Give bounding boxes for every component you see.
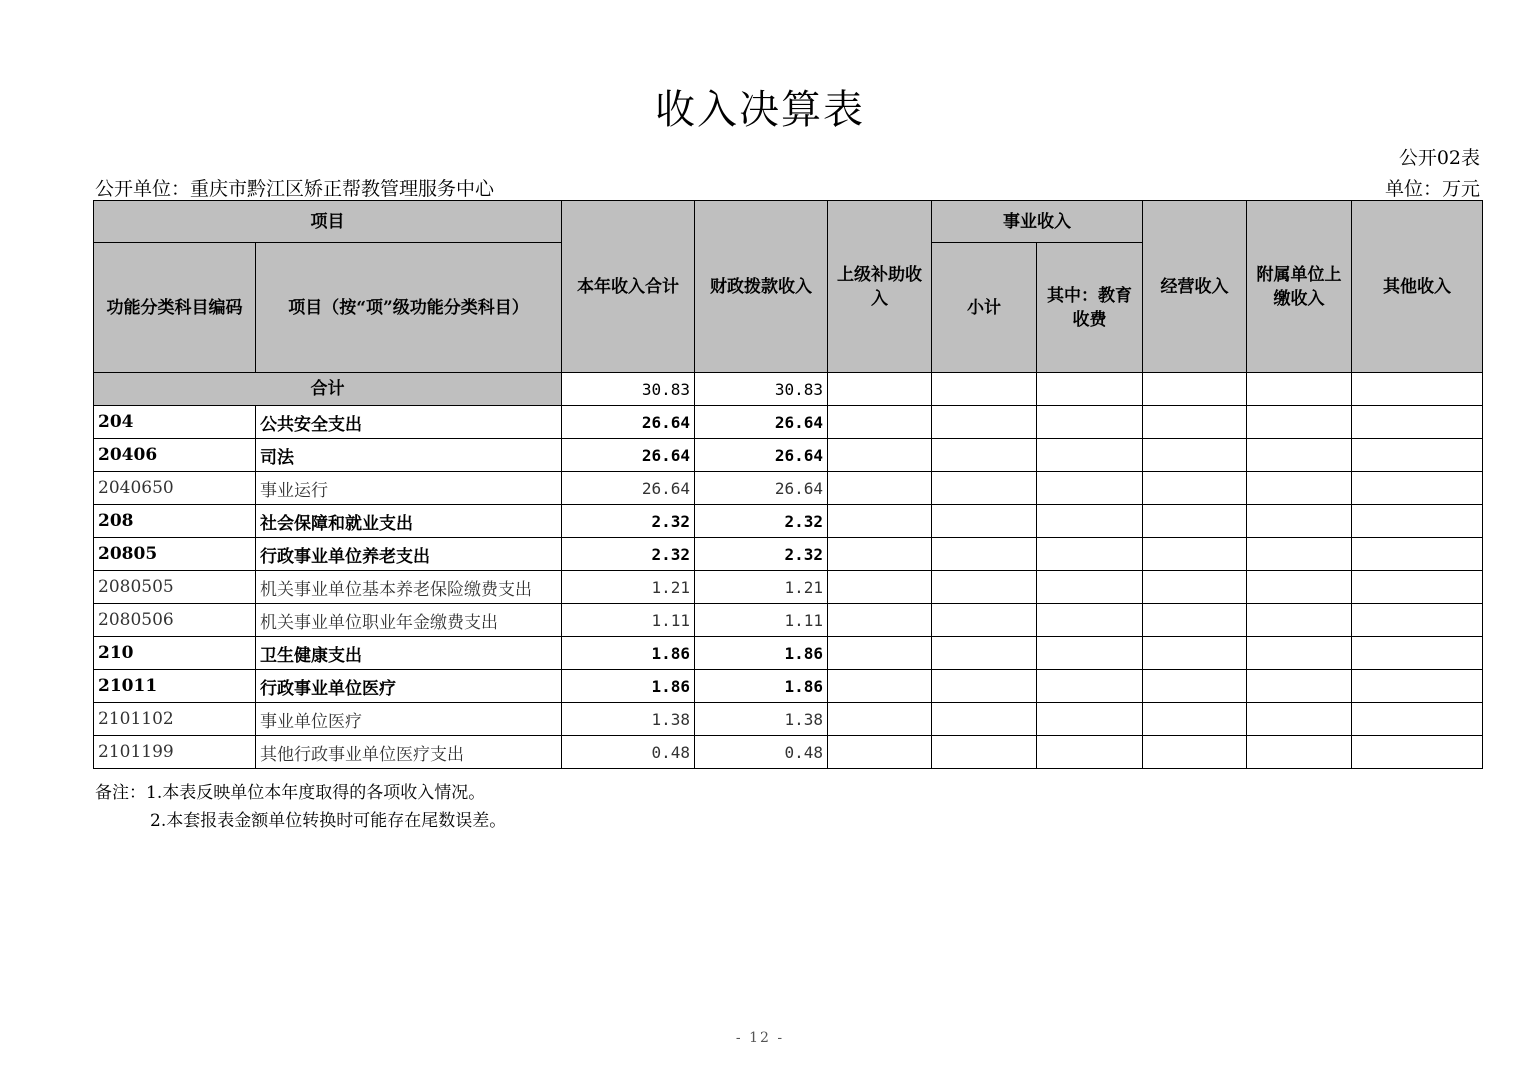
empty-cell [1037,637,1143,670]
currency-unit: 单位：万元 [1384,178,1480,200]
reporting-unit: 公开单位：重庆市黔江区矫正帮教管理服务中心 [95,178,495,200]
total-row [94,373,1483,406]
row-total: 2.32 [562,505,695,538]
header-fiscal: 财政拨款收入 [695,201,828,373]
empty-cell [1143,670,1247,703]
empty-cell [828,538,932,571]
notes [95,779,506,835]
row-code: 20805 [94,538,256,571]
row-total: 1.86 [562,670,695,703]
empty-cell [1352,604,1483,637]
table-row [94,439,1483,472]
income-table [93,200,1483,769]
row-total: 1.21 [562,571,695,604]
header-other: 其他收入 [1352,201,1483,373]
row-fiscal: 2.32 [695,505,828,538]
empty-cell [1247,703,1352,736]
row-code: 2080506 [94,604,256,637]
row-total: 0.48 [562,736,695,769]
empty-cell [828,472,932,505]
table-row [94,670,1483,703]
empty-cell [1143,472,1247,505]
empty-cell [1037,373,1143,406]
empty-cell [1247,439,1352,472]
empty-cell [828,505,932,538]
row-fiscal: 2.32 [695,538,828,571]
row-fiscal: 1.86 [695,637,828,670]
row-name: 事业运行 [256,472,562,505]
row-total: 26.64 [562,439,695,472]
empty-cell [932,637,1037,670]
empty-cell [1247,670,1352,703]
empty-cell [932,538,1037,571]
empty-cell [1352,736,1483,769]
empty-cell [932,703,1037,736]
row-name: 行政事业单位医疗 [256,670,562,703]
empty-cell [932,439,1037,472]
empty-cell [1143,406,1247,439]
header-total: 本年收入合计 [562,201,695,373]
table-row [94,505,1483,538]
empty-cell [1143,604,1247,637]
table-row [94,604,1483,637]
row-total: 2.32 [562,538,695,571]
empty-cell [1352,439,1483,472]
table-row [94,406,1483,439]
empty-cell [1143,538,1247,571]
row-name: 卫生健康支出 [256,637,562,670]
row-fiscal: 1.38 [695,703,828,736]
empty-cell [1247,505,1352,538]
empty-cell [1352,703,1483,736]
note-2: 2.本套报表金额单位转换时可能存在尾数误差。 [150,811,507,831]
row-name: 机关事业单位基本养老保险缴费支出 [256,571,562,604]
empty-cell [1247,637,1352,670]
empty-cell [1143,703,1247,736]
row-code: 210 [94,637,256,670]
empty-cell [1037,736,1143,769]
empty-cell [828,406,932,439]
empty-cell [828,571,932,604]
empty-cell [932,670,1037,703]
row-fiscal: 26.64 [695,406,828,439]
table-row [94,703,1483,736]
empty-cell [932,373,1037,406]
header-project: 项目 [94,201,562,243]
unit-line [95,174,1480,201]
form-number: 公开02表 [1398,147,1480,169]
table-row [94,736,1483,769]
table-header [94,201,1483,406]
row-code: 2080505 [94,571,256,604]
empty-cell [1352,505,1483,538]
row-code: 20406 [94,439,256,472]
empty-cell [1247,604,1352,637]
table-row [94,538,1483,571]
empty-cell [1247,571,1352,604]
header-business: 事业收入 [932,201,1143,243]
empty-cell [1352,670,1483,703]
empty-cell [932,736,1037,769]
row-fiscal: 0.48 [695,736,828,769]
table-body [94,406,1483,769]
empty-cell [1247,373,1352,406]
empty-cell [828,637,932,670]
page-number: - 12 - [735,1030,785,1046]
empty-cell [828,670,932,703]
empty-cell [1143,736,1247,769]
row-fiscal: 26.64 [695,439,828,472]
empty-cell [1247,538,1352,571]
row-total: 1.11 [562,604,695,637]
empty-cell [1037,571,1143,604]
row-name: 机关事业单位职业年金缴费支出 [256,604,562,637]
total-fiscal: 30.83 [695,373,828,406]
table-row [94,637,1483,670]
header-affiliated: 附属单位上缴收入 [1247,201,1352,373]
total-amount: 30.83 [562,373,695,406]
empty-cell [1143,439,1247,472]
empty-cell [1352,571,1483,604]
empty-cell [1037,670,1143,703]
empty-cell [1037,406,1143,439]
empty-cell [1143,373,1247,406]
empty-cell [828,439,932,472]
row-fiscal: 26.64 [695,472,828,505]
empty-cell [828,703,932,736]
row-total: 26.64 [562,472,695,505]
empty-cell [932,406,1037,439]
empty-cell [1037,439,1143,472]
row-code: 2040650 [94,472,256,505]
row-code: 2101102 [94,703,256,736]
row-code: 204 [94,406,256,439]
empty-cell [1352,406,1483,439]
empty-cell [1352,637,1483,670]
row-fiscal: 1.86 [695,670,828,703]
empty-cell [1352,472,1483,505]
row-code: 21011 [94,670,256,703]
empty-cell [932,571,1037,604]
empty-cell [828,604,932,637]
empty-cell [1143,571,1247,604]
row-code: 208 [94,505,256,538]
row-fiscal: 1.11 [695,604,828,637]
header-name: 项目（按“项”级功能分类科目） [256,243,562,373]
empty-cell [1037,538,1143,571]
table-row [94,472,1483,505]
table-row [94,571,1483,604]
empty-cell [932,472,1037,505]
empty-cell [1037,604,1143,637]
total-label: 合计 [94,373,562,406]
empty-cell [1037,703,1143,736]
row-total: 1.38 [562,703,695,736]
row-code: 2101199 [94,736,256,769]
header-code: 功能分类科目编码 [94,243,256,373]
row-fiscal: 1.21 [695,571,828,604]
row-name: 行政事业单位养老支出 [256,538,562,571]
empty-cell [1247,736,1352,769]
header-operating: 经营收入 [1143,201,1247,373]
empty-cell [1143,505,1247,538]
empty-cell [1037,472,1143,505]
header-superior: 上级补助收入 [828,201,932,373]
empty-cell [932,505,1037,538]
empty-cell [828,736,932,769]
row-name: 司法 [256,439,562,472]
header-subtotal: 小计 [932,243,1037,373]
row-name: 事业单位医疗 [256,703,562,736]
row-total: 1.86 [562,637,695,670]
empty-cell [932,604,1037,637]
empty-cell [1247,406,1352,439]
empty-cell [1352,373,1483,406]
row-total: 26.64 [562,406,695,439]
empty-cell [1037,505,1143,538]
empty-cell [1143,637,1247,670]
note-1: 备注：1.本表反映单位本年度取得的各项收入情况。 [95,783,486,803]
empty-cell [1352,538,1483,571]
row-name: 社会保障和就业支出 [256,505,562,538]
header-edu-fee: 其中：教育收费 [1037,243,1143,373]
row-name: 公共安全支出 [256,406,562,439]
empty-cell [828,373,932,406]
page-title: 收入决算表 [655,87,865,133]
row-name: 其他行政事业单位医疗支出 [256,736,562,769]
empty-cell [1247,472,1352,505]
